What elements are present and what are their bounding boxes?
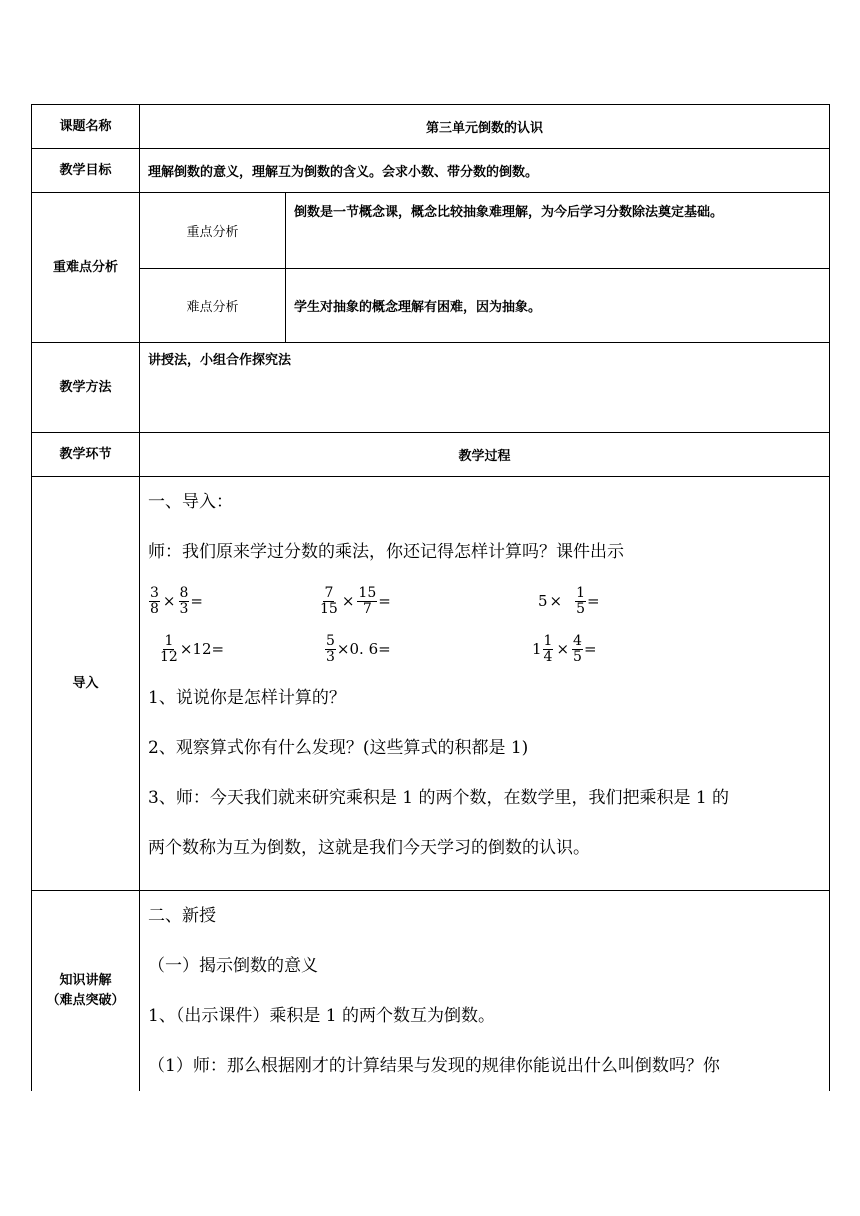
key-analysis-text: 倒数是一节概念课，概念比较抽象难理解，为今后学习分数除法奠定基础。 <box>286 193 830 269</box>
expression-4: $\frac{1}{12}$ ×12= <box>160 632 225 665</box>
course-name-label: 课题名称 <box>32 105 140 149</box>
objective-text: 理解倒数的意义，理解互为倒数的含义。会求小数、带分数的倒数。 <box>140 149 830 193</box>
intro-row <box>32 477 830 891</box>
lesson-plan-table <box>31 104 830 1091</box>
stage-header-row <box>32 433 830 477</box>
intro-label: 导入 <box>32 477 140 891</box>
knowledge-row <box>32 891 830 1092</box>
intro-question-3-cont: 两个数称为互为倒数，这就是我们今天学习的倒数的认识。 <box>148 838 590 858</box>
hard-analysis-text: 学生对抽象的概念理解有困难，因为抽象。 <box>286 269 830 343</box>
expression-6: 1 $\frac{1}{4}$ × $\frac{4}{5}$ = <box>532 632 597 665</box>
expression-3: 5 × $\frac{1}{5}$ = <box>538 584 600 617</box>
intro-question-2: 2、观察算式你有什么发现？(这些算式的积都是 1) <box>148 738 529 758</box>
stage-label: 教学环节 <box>32 433 140 477</box>
intro-teacher-line: 师：我们原来学过分数的乘法，你还记得怎样计算吗？课件出示 <box>148 542 624 562</box>
intro-heading: 一、导入： <box>148 492 233 512</box>
intro-question-3: 3、师：今天我们就来研究乘积是 1 的两个数，在数学里，我们把乘积是 1 的 <box>148 788 730 808</box>
key-analysis-label: 重点分析 <box>140 193 286 269</box>
course-name-row <box>32 105 830 149</box>
hard-analysis-row <box>32 269 830 343</box>
method-row <box>32 343 830 433</box>
intro-question-1: 1、说说你是怎样计算的？ <box>148 688 346 708</box>
expression-row-1 <box>148 577 829 625</box>
knowledge-paragraph-2: （1）师：那么根据刚才的计算结果与发现的规律你能说出什么叫倒数吗？你 <box>148 1056 720 1076</box>
knowledge-subheading: （一）揭示倒数的意义 <box>148 956 318 976</box>
expression-5: $\frac{5}{3}$ ×0. 6= <box>326 632 391 665</box>
expression-row-2 <box>148 625 829 673</box>
expression-1: $\frac{3}{8}$ × $\frac{8}{3}$ = <box>150 584 203 617</box>
knowledge-label-line-1: 知识讲解 <box>59 973 112 988</box>
intro-content <box>140 477 830 891</box>
objective-label: 教学目标 <box>32 149 140 193</box>
knowledge-paragraph-1: 1、（出示课件）乘积是 1 的两个数互为倒数。 <box>148 1006 495 1026</box>
method-label: 教学方法 <box>32 343 140 433</box>
course-name: 第三单元倒数的认识 <box>140 105 830 149</box>
hard-analysis-label: 难点分析 <box>140 269 286 343</box>
key-analysis-row <box>32 193 830 269</box>
difficulty-label: 重难点分析 <box>32 193 140 343</box>
objective-row <box>32 149 830 193</box>
method-text: 讲授法，小组合作探究法 <box>140 343 830 433</box>
expression-2: $\frac{7}{15}$ × $\frac{15}{7}$ = <box>320 584 391 617</box>
knowledge-label <box>32 891 140 1092</box>
process-label: 教学过程 <box>140 433 830 477</box>
knowledge-heading: 二、新授 <box>148 906 216 926</box>
knowledge-content <box>140 891 830 1092</box>
knowledge-label-line-2: （难点突破） <box>46 993 125 1008</box>
